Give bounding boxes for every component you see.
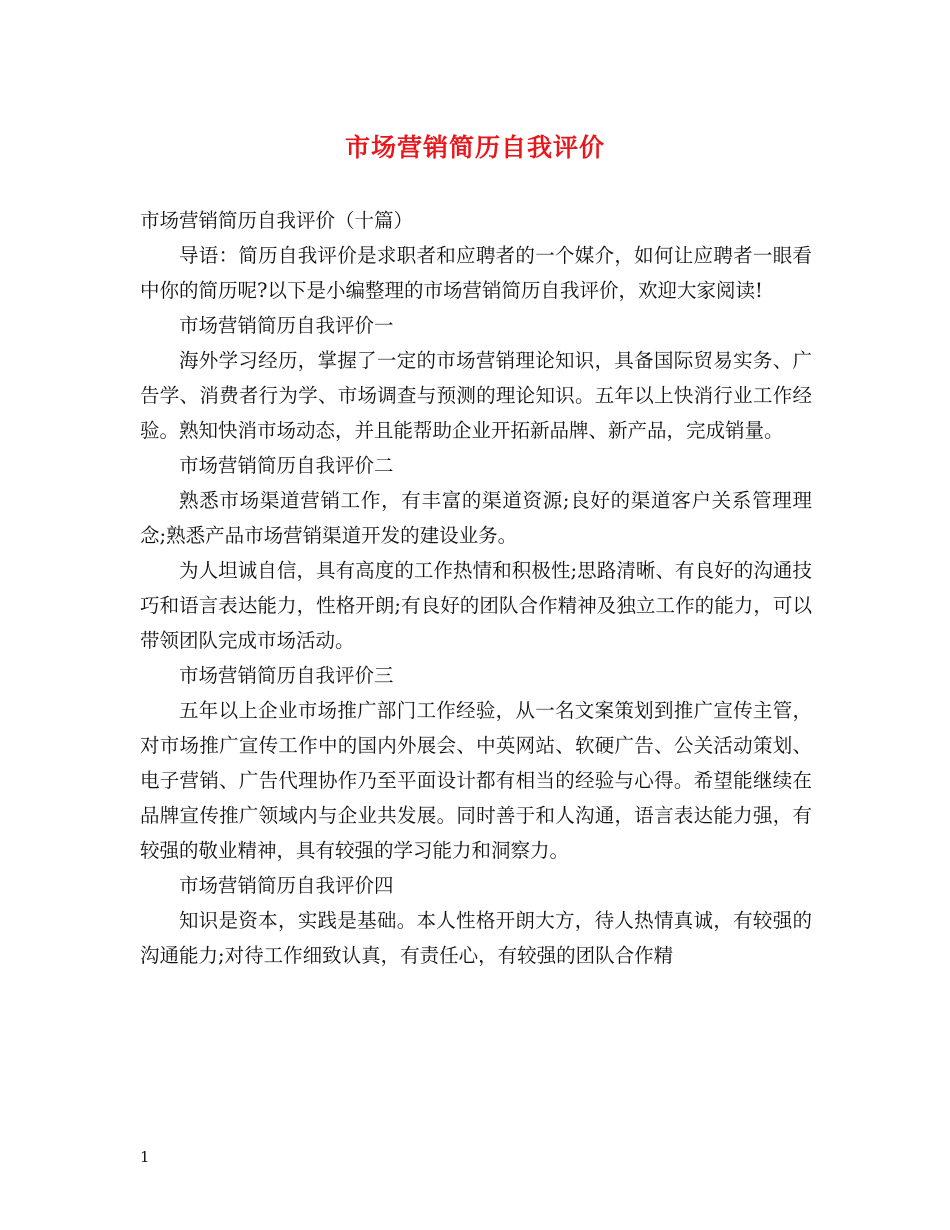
paragraph-section-2b: 为人坦诚自信，具有高度的工作热情和积极性;思路清晰、有良好的沟通技巧和语言表达能力，性格开朗;有良好的团队合作精神及独立工作的能力，可以带领团队完成市场活动。: [140, 559, 812, 652]
section-heading-2: 市场营销简历自我评价二: [179, 454, 394, 477]
paragraph-subtitle: 市场营销简历自我评价（十篇）: [140, 209, 414, 232]
page-number: 1: [140, 1148, 150, 1166]
paragraph-section-1: 海外学习经历，掌握了一定的市场营销理论知识，具备国际贸易实务、广告学、消费者行为学、市场调查与预测的理论知识。五年以上快消行业工作经验。熟知快消市场动态，并且能帮助企业开拓新品牌、新产品，完成销量。: [140, 349, 812, 442]
section-heading-3: 市场营销简历自我评价三: [179, 664, 394, 687]
paragraph-section-2a: 熟悉市场渠道营销工作，有丰富的渠道资源;良好的渠道客户关系管理理念;熟悉产品市场营销渠道开发的建设业务。: [140, 489, 812, 547]
section-heading-4: 市场营销简历自我评价四: [179, 874, 394, 897]
paragraph-intro: 导语：简历自我评价是求职者和应聘者的一个媒介，如何让应聘者一眼看中你的简历呢?以下是小编整理的市场营销简历自我评价，欢迎大家阅读!: [140, 244, 812, 302]
document-body: [140, 203, 812, 973]
paragraph-section-4: 知识是资本，实践是基础。本人性格开朗大方，待人热情真诚，有较强的沟通能力;对待工作细致认真，有责任心，有较强的团队合作精: [140, 909, 812, 967]
paragraph-section-3: 五年以上企业市场推广部门工作经验，从一名文案策划到推广宣传主管，对市场推广宣传工作中的国内外展会、中英网站、软硬广告、公关活动策划、电子营销、广告代理协作乃至平面设计都有相当的经验与心得。希望能继续在品牌宣传推广领域内与企业共发展。同时善于和人沟通，语言表达能力强，有较强的敬业精神，具有较强的学习能力和洞察力。: [140, 699, 812, 862]
document-title: 市场营销简历自我评价: [344, 133, 605, 162]
section-heading-1: 市场营销简历自我评价一: [179, 314, 394, 337]
